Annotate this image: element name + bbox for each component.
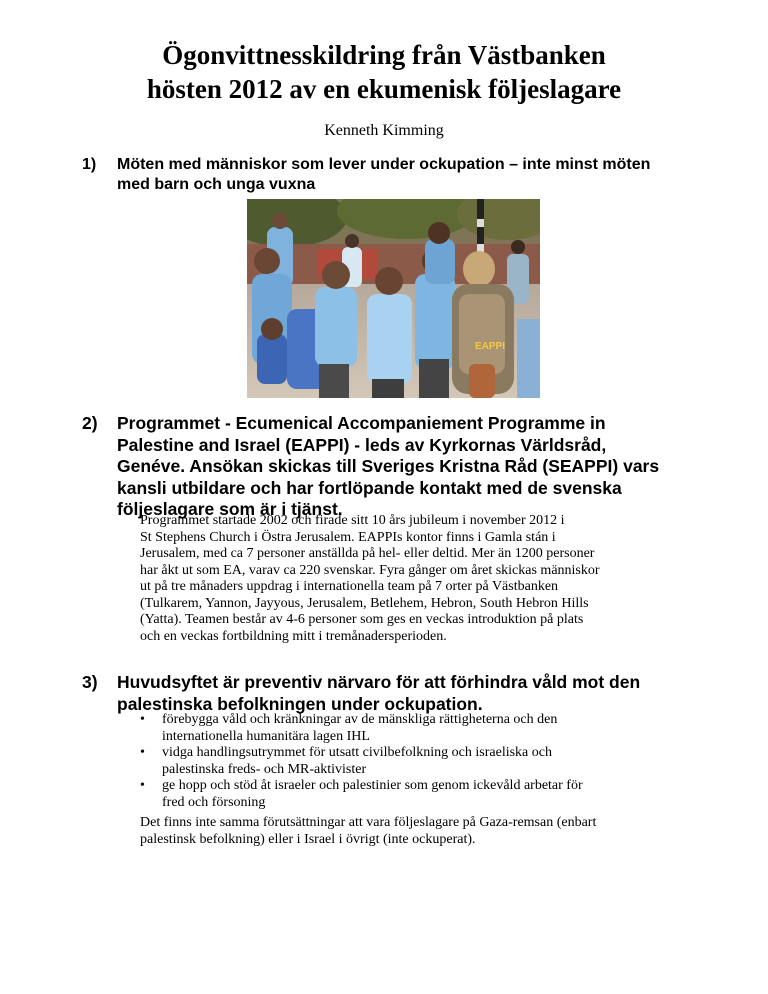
title-line-1: Ögonvittnesskildring från Västbanken (162, 40, 606, 70)
section-3-number: 3) (82, 672, 98, 692)
section-3-heading-text: Huvudsyftet är preventiv närvaro för att förhindra våld mot den palestinska befolkningen under ockupation. (117, 672, 641, 714)
bullet-line: förebygga våld och kränkningar av de mänskliga rättigheterna och den (162, 712, 558, 727)
section-3-body (140, 815, 660, 848)
section-2-body-line: Programmet startade 2002 och firade sitt 10 års jubileum i november 2012 i (140, 513, 565, 528)
section-2-body-line: St Stephens Church i Östra Jerusalem. EAPPIs kontor finns i Gamla stán i (140, 529, 556, 545)
bullet-line: palestinska freds- och MR-aktivister (162, 761, 367, 777)
bullet-icon: • (140, 712, 145, 727)
section-1-number: 1) (82, 156, 97, 173)
section-2-heading-text: Programmet - Ecumenical Accompaniement Programme in Palestine and Israel (EAPPI) - leds av Kyrkornas Världsråd, Genéve. Ansökan skickas till Sveriges Kristna Råd (SEAPPI) vars kansli utbildare och har fortlöpande kontakt med de svenska följeslagare som är i tjänst. (117, 413, 660, 519)
section-3-heading (82, 672, 677, 715)
bullet-item (140, 745, 660, 778)
section-2-body-line: ut på tre månaders uppdrag i internationella team på 7 orter på Västbanken (140, 579, 559, 594)
bullet-item (140, 778, 660, 811)
section-2-body-line: och en veckas fortbildning mitt i tremånadersperioden. (140, 628, 447, 644)
bullet-line: vidga handlingsutrymmet för utsatt civilbefolkning och israeliska och (162, 745, 552, 760)
section-2-body (140, 513, 660, 645)
section-3-bullet-list (140, 712, 660, 811)
section-2-body-line: har åkt ut som EA, varav ca 220 svenskar. Fyra gånger om året skickas människor (140, 562, 600, 578)
section-3-body-line: Det finns inte samma förutsättningar att vara följeslagare på Gaza-remsan (enbart (140, 815, 597, 830)
bullet-line: ge hopp och stöd åt israeler och palestinier som genom ickevåld arbetar för (162, 778, 583, 793)
title-line-2: hösten 2012 av en ekumenisk följeslagare (146, 74, 622, 104)
section-2-heading (82, 413, 677, 521)
bullet-line: fred och försoning (162, 794, 266, 810)
document-title (60, 38, 708, 106)
author: Kenneth Kimming (324, 122, 444, 139)
bullet-item (140, 712, 660, 745)
section-2-body-line: (Tulkarem, Yannon, Jayyous, Jerusalem, Betlehem, Hebron, South Hebron Hills (140, 595, 589, 611)
bullet-icon: • (140, 745, 145, 760)
children-photo (247, 199, 540, 398)
section-2-body-line: (Yatta). Teamen består av 4-6 personer som ges en veckas introduktion på plats (140, 612, 584, 627)
section-1-heading-text: Möten med människor som lever under ockupation – inte minst möten med barn och unga vuxna (117, 156, 651, 193)
photo-vest-text: EAPPI (475, 341, 506, 352)
bullet-icon: • (140, 778, 145, 793)
bullet-line: internationella humanitära lagen IHL (162, 728, 370, 744)
section-2-body-line: Jerusalem, med ca 7 personer anställda på hel- eller deltid. Mer än 1200 personer (140, 546, 595, 561)
section-2-number: 2) (82, 413, 98, 433)
section-1-heading (82, 155, 657, 195)
section-3-body-line: palestinsk befolkning) eller i Israel i övrigt (inte ockuperat). (140, 831, 476, 847)
